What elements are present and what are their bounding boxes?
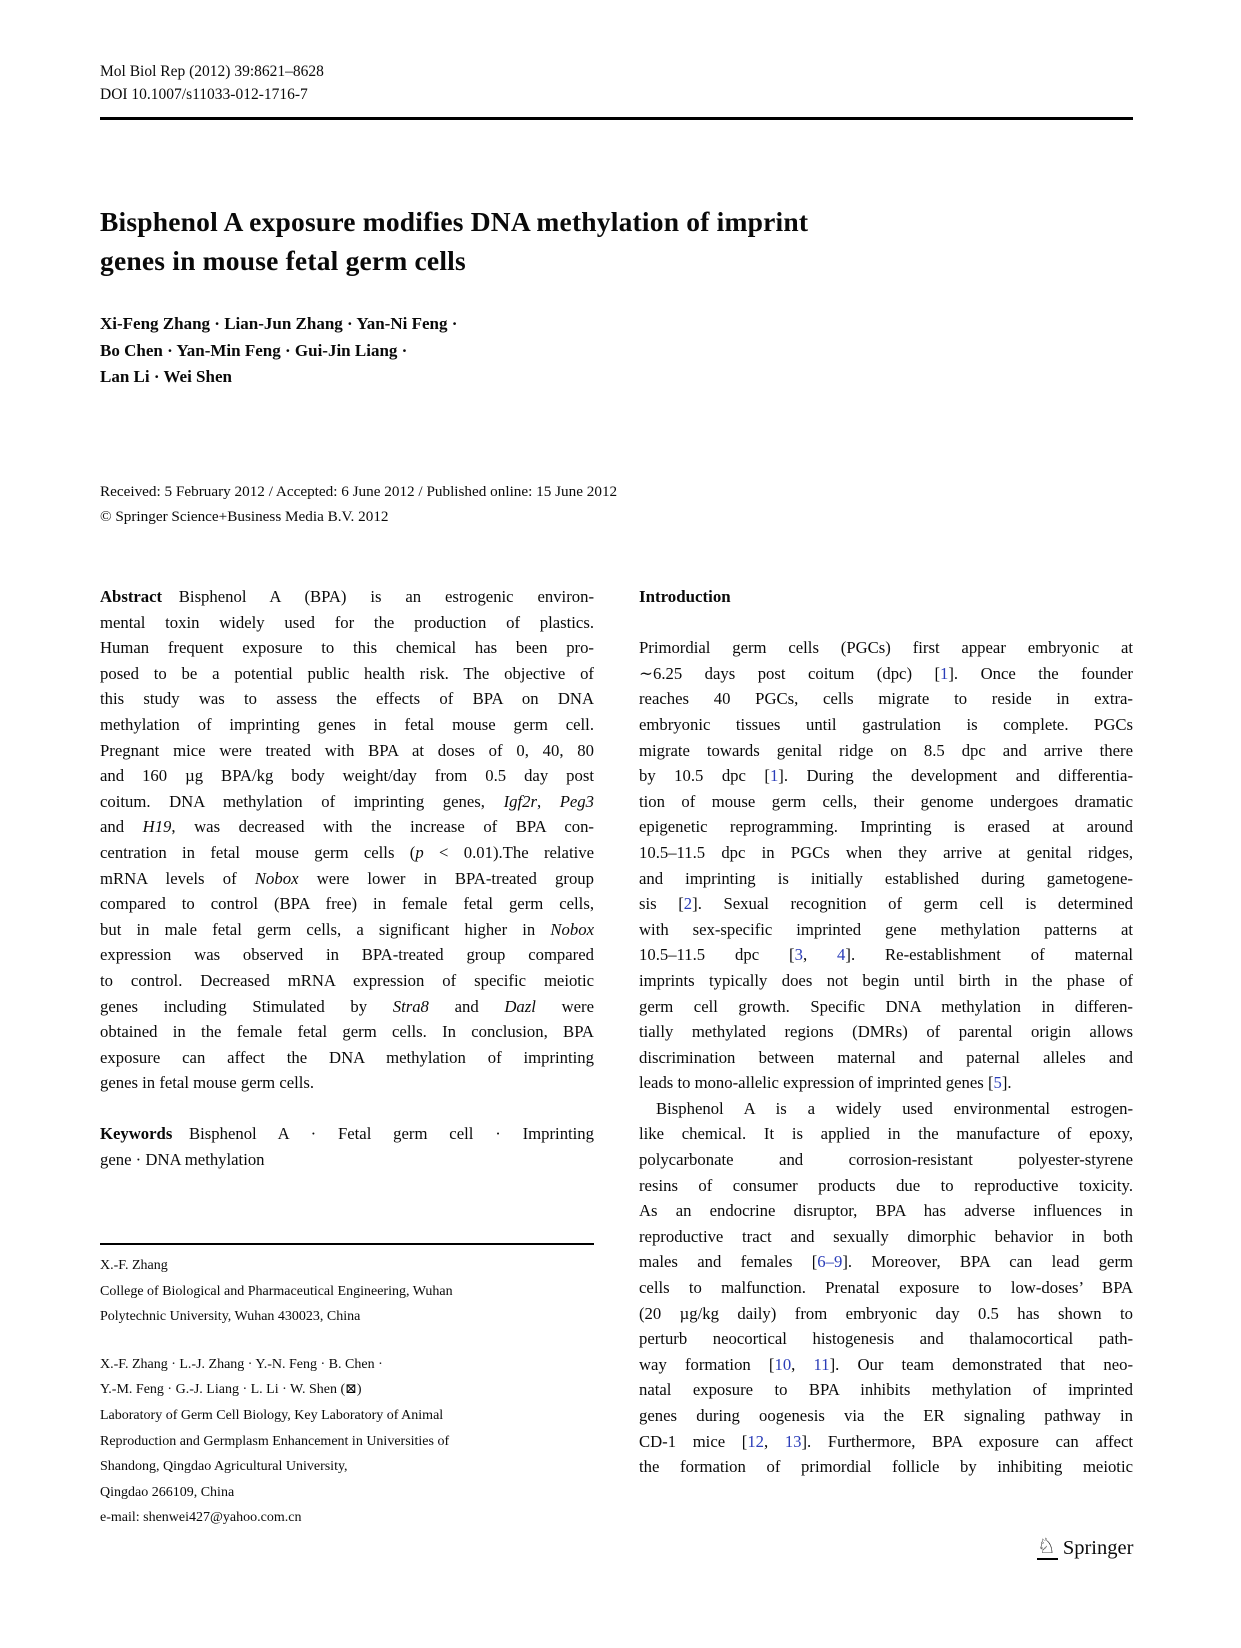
text-line: CD-1 mice [12, 13]. Furthermore, BPA exposure can affect [639,1431,1134,1451]
text-line: compared to control (BPA free) in female fetal germ cells, [100,894,594,914]
text-line: Keywords Bisphenol A · Fetal germ cell · Imprinting [100,1124,594,1144]
text-line: epigenetic reprogramming. Imprinting is erased at around [639,817,1133,837]
text-line: Primordial germ cells (PGCs) first appear embryonic at [639,638,1133,658]
spacer [100,1096,594,1122]
spacer [639,610,1133,636]
citation-link[interactable]: 13 [784,1431,802,1451]
text-line: imprints typically does not begin until birth in the phase of [639,970,1133,990]
text-line: exposure can affect the DNA methylation of imprinting [100,1047,594,1067]
affiliation-1 [100,1255,594,1332]
text-line: expression was observed in BPA-treated group compared [100,945,594,965]
text-line: posed to be a potential public health risk. The objective of [100,663,594,683]
springer-horse-icon: ♘ [1037,1534,1056,1558]
text-line: polycarbonate and corrosion-resistant polyester-styrene [639,1150,1133,1170]
text-line: but in male fetal germ cells, a significant higher in Nobox [100,919,594,939]
abstract-section [100,584,594,1096]
citation-link[interactable]: 1 [940,663,949,683]
text-line: tially methylated regions (DMRs) of parental origin allows [639,1022,1133,1042]
citation-link[interactable]: 1 [769,766,779,786]
citation-link[interactable]: 12 [747,1431,765,1451]
text-line: Abstract Bisphenol A (BPA) is an estrogenic environ- [100,587,594,606]
text-line: genes during oogenesis via the ER signaling pathway in [639,1406,1133,1425]
text-line: and imprinting is initially established during gametogene- [639,868,1133,888]
text-line: 10.5–11.5 dpc in PGCs when they arrive at genital ridges, [639,842,1133,862]
text-line: discrimination between maternal and paternal alleles and [639,1047,1133,1067]
footnotes [100,1243,594,1533]
text-line: As an endocrine disruptor, BPA has adverse influences in [639,1201,1133,1221]
keywords-section [100,1121,594,1172]
text-line: the formation of primordial follicle by inhibiting meiotic [639,1457,1133,1477]
text-line: like chemical. It is applied in the manufacture of epoxy, [639,1124,1133,1144]
springer-wordmark: Springer [1062,1537,1134,1559]
text-line: Pregnant mice were treated with BPA at doses of 0, 40, 80 [100,740,594,760]
text-line: and H19, was decreased with the increase of BPA con- [100,817,594,837]
text-line: this study was to assess the effects of BPA on DNA [100,689,594,709]
text-line: (20 µg/kg daily) from embryonic day 0.5 has shown to [639,1303,1133,1323]
received-line: Received: 5 February 2012 / Accepted: 6 June 2012 / Published online: 15 June 2012 [100,483,618,500]
text-line: sis [2]. Sexual recognition of germ cell is determined [639,894,1133,914]
text-line: and 160 µg BPA/kg body weight/day from 0.5 day post [100,766,594,786]
text-line: resins of consumer products due to reproductive toxicity. [639,1175,1133,1195]
citation-link[interactable]: 11 [813,1354,830,1374]
copyright-line: © Springer Science+Business Media B.V. 2012 [100,508,389,525]
intro-paragraph-1 [639,635,1133,1096]
text-line: Bisphenol A is a widely used environmental estrogen- [656,1098,1133,1118]
text-line: cells to malfunction. Prenatal exposure to low-doses’ BPA [639,1278,1133,1298]
text-line: germ cell growth. Specific DNA methylation in differen- [639,996,1133,1016]
text-line: embryonic tissues until gastrulation is complete. PGCs [639,714,1133,734]
text-line: leads to mono-allelic expression of imprinted genes [5]. [639,1073,1012,1093]
text-line: Bo Chen · Yan-Min Feng · Gui-Jin Liang · [100,340,408,360]
text-line: Y.-M. Feng · G.-J. Liang · L. Li · W. Shen (⊠) [100,1382,362,1398]
doi: DOI 10.1007/s11033-012-1716-7 [100,86,308,103]
right-column [639,584,1133,1480]
text-line: Human frequent exposure to this chemical has been pro- [100,638,594,658]
affiliation-2 [100,1354,594,1533]
text-line: gene · DNA methylation [100,1150,265,1170]
text-line: Polytechnic University, Wuhan 430023, China [100,1309,361,1325]
text-line: genes in fetal mouse germ cells. [100,1073,315,1093]
text-line: mental toxin widely used for the production of plastics. [100,612,594,632]
text-line: X.-F. Zhang · L.-J. Zhang · Y.-N. Feng · B. Chen · [100,1356,383,1372]
text-line: Lan Li · Wei Shen [100,367,232,386]
text-line: with sex-specific imprinted gene methylation patterns at [639,919,1133,939]
text-line: e-mail: shenwei427@yahoo.com.cn [100,1510,302,1526]
text-line: Bisphenol A exposure modifies DNA methylation of imprint [100,206,809,237]
text-line: methylation of imprinting genes in fetal mouse germ cell. [100,714,594,734]
text-line: mRNA levels of Nobox were lower in BPA-treated group [100,868,594,888]
text-line: males and females [6–9]. Moreover, BPA can lead germ [639,1252,1133,1272]
text-line: 10.5–11.5 dpc [3, 4]. Re-establishment of maternal [639,945,1133,965]
text-line: College of Biological and Pharmaceutical Engineering, Wuhan [100,1283,453,1299]
text-line: coitum. DNA methylation of imprinting genes, Igf2r, Peg3 [100,791,594,811]
text-line: X.-F. Zhang [100,1258,168,1273]
journal-header [100,60,1133,106]
text-line: Reproduction and Germplasm Enhancement in Universities of [100,1433,450,1449]
text-line: obtained in the female fetal germ cells. In conclusion, BPA [100,1022,594,1042]
text-line: reaches 40 PGCs, cells migrate to reside in extra- [639,689,1133,709]
text-line: way formation [10, 11]. Our team demonstrated that neo- [639,1354,1133,1374]
text-line: Xi-Feng Zhang · Lian-Jun Zhang · Yan-Ni Feng · [100,314,458,333]
text-line: to control. Decreased mRNA expression of specific meiotic [100,970,594,990]
citation-link[interactable]: 10 [774,1354,792,1374]
text-line: perturb neocortical histogenesis and thalamocortical path- [639,1329,1133,1349]
header-rule [100,117,1133,120]
author-list [100,311,1133,391]
springer-logo [1037,1536,1133,1560]
introduction-heading: Introduction [639,587,731,606]
text-line: ∼6.25 days post coitum (dpc) [1]. Once the founder [639,663,1133,683]
citation-link[interactable]: 6–9 [817,1252,843,1272]
citation-link[interactable]: 5 [993,1073,1002,1093]
text-line: genes in mouse fetal germ cells [100,245,466,276]
text-line: natal exposure to BPA inhibits methylation of imprinted [639,1380,1133,1400]
text-line: reproductive tract and sexually dimorphic behavior in both [639,1226,1133,1246]
citation-link[interactable]: 4 [837,945,846,965]
footnote-divider [100,1243,594,1245]
journal-ref: Mol Biol Rep (2012) 39:8621–8628 [100,63,324,80]
text-line: centration in fetal mouse germ cells (p < 0.01).The relative [100,842,594,862]
text-line: Qingdao 266109, China [100,1484,235,1500]
citation-link[interactable]: 3 [794,945,803,965]
citation-link[interactable]: 2 [683,894,693,914]
intro-paragraph-2 [639,1096,1133,1480]
text-line: genes including Stimulated by Stra8 and Dazl were [100,996,594,1016]
text-line: Laboratory of Germ Cell Biology, Key Laboratory of Animal [100,1407,444,1423]
text-line: tion of mouse germ cells, their genome undergoes dramatic [639,791,1133,811]
text-line: Shandong, Qingdao Agricultural University, [100,1459,348,1475]
received-dates [100,479,1133,529]
text-line: migrate towards genital ridge on 8.5 dpc and arrive there [639,740,1133,760]
text-line: by 10.5 dpc [1]. During the development and differentia- [639,766,1134,786]
article-title [100,202,1133,280]
